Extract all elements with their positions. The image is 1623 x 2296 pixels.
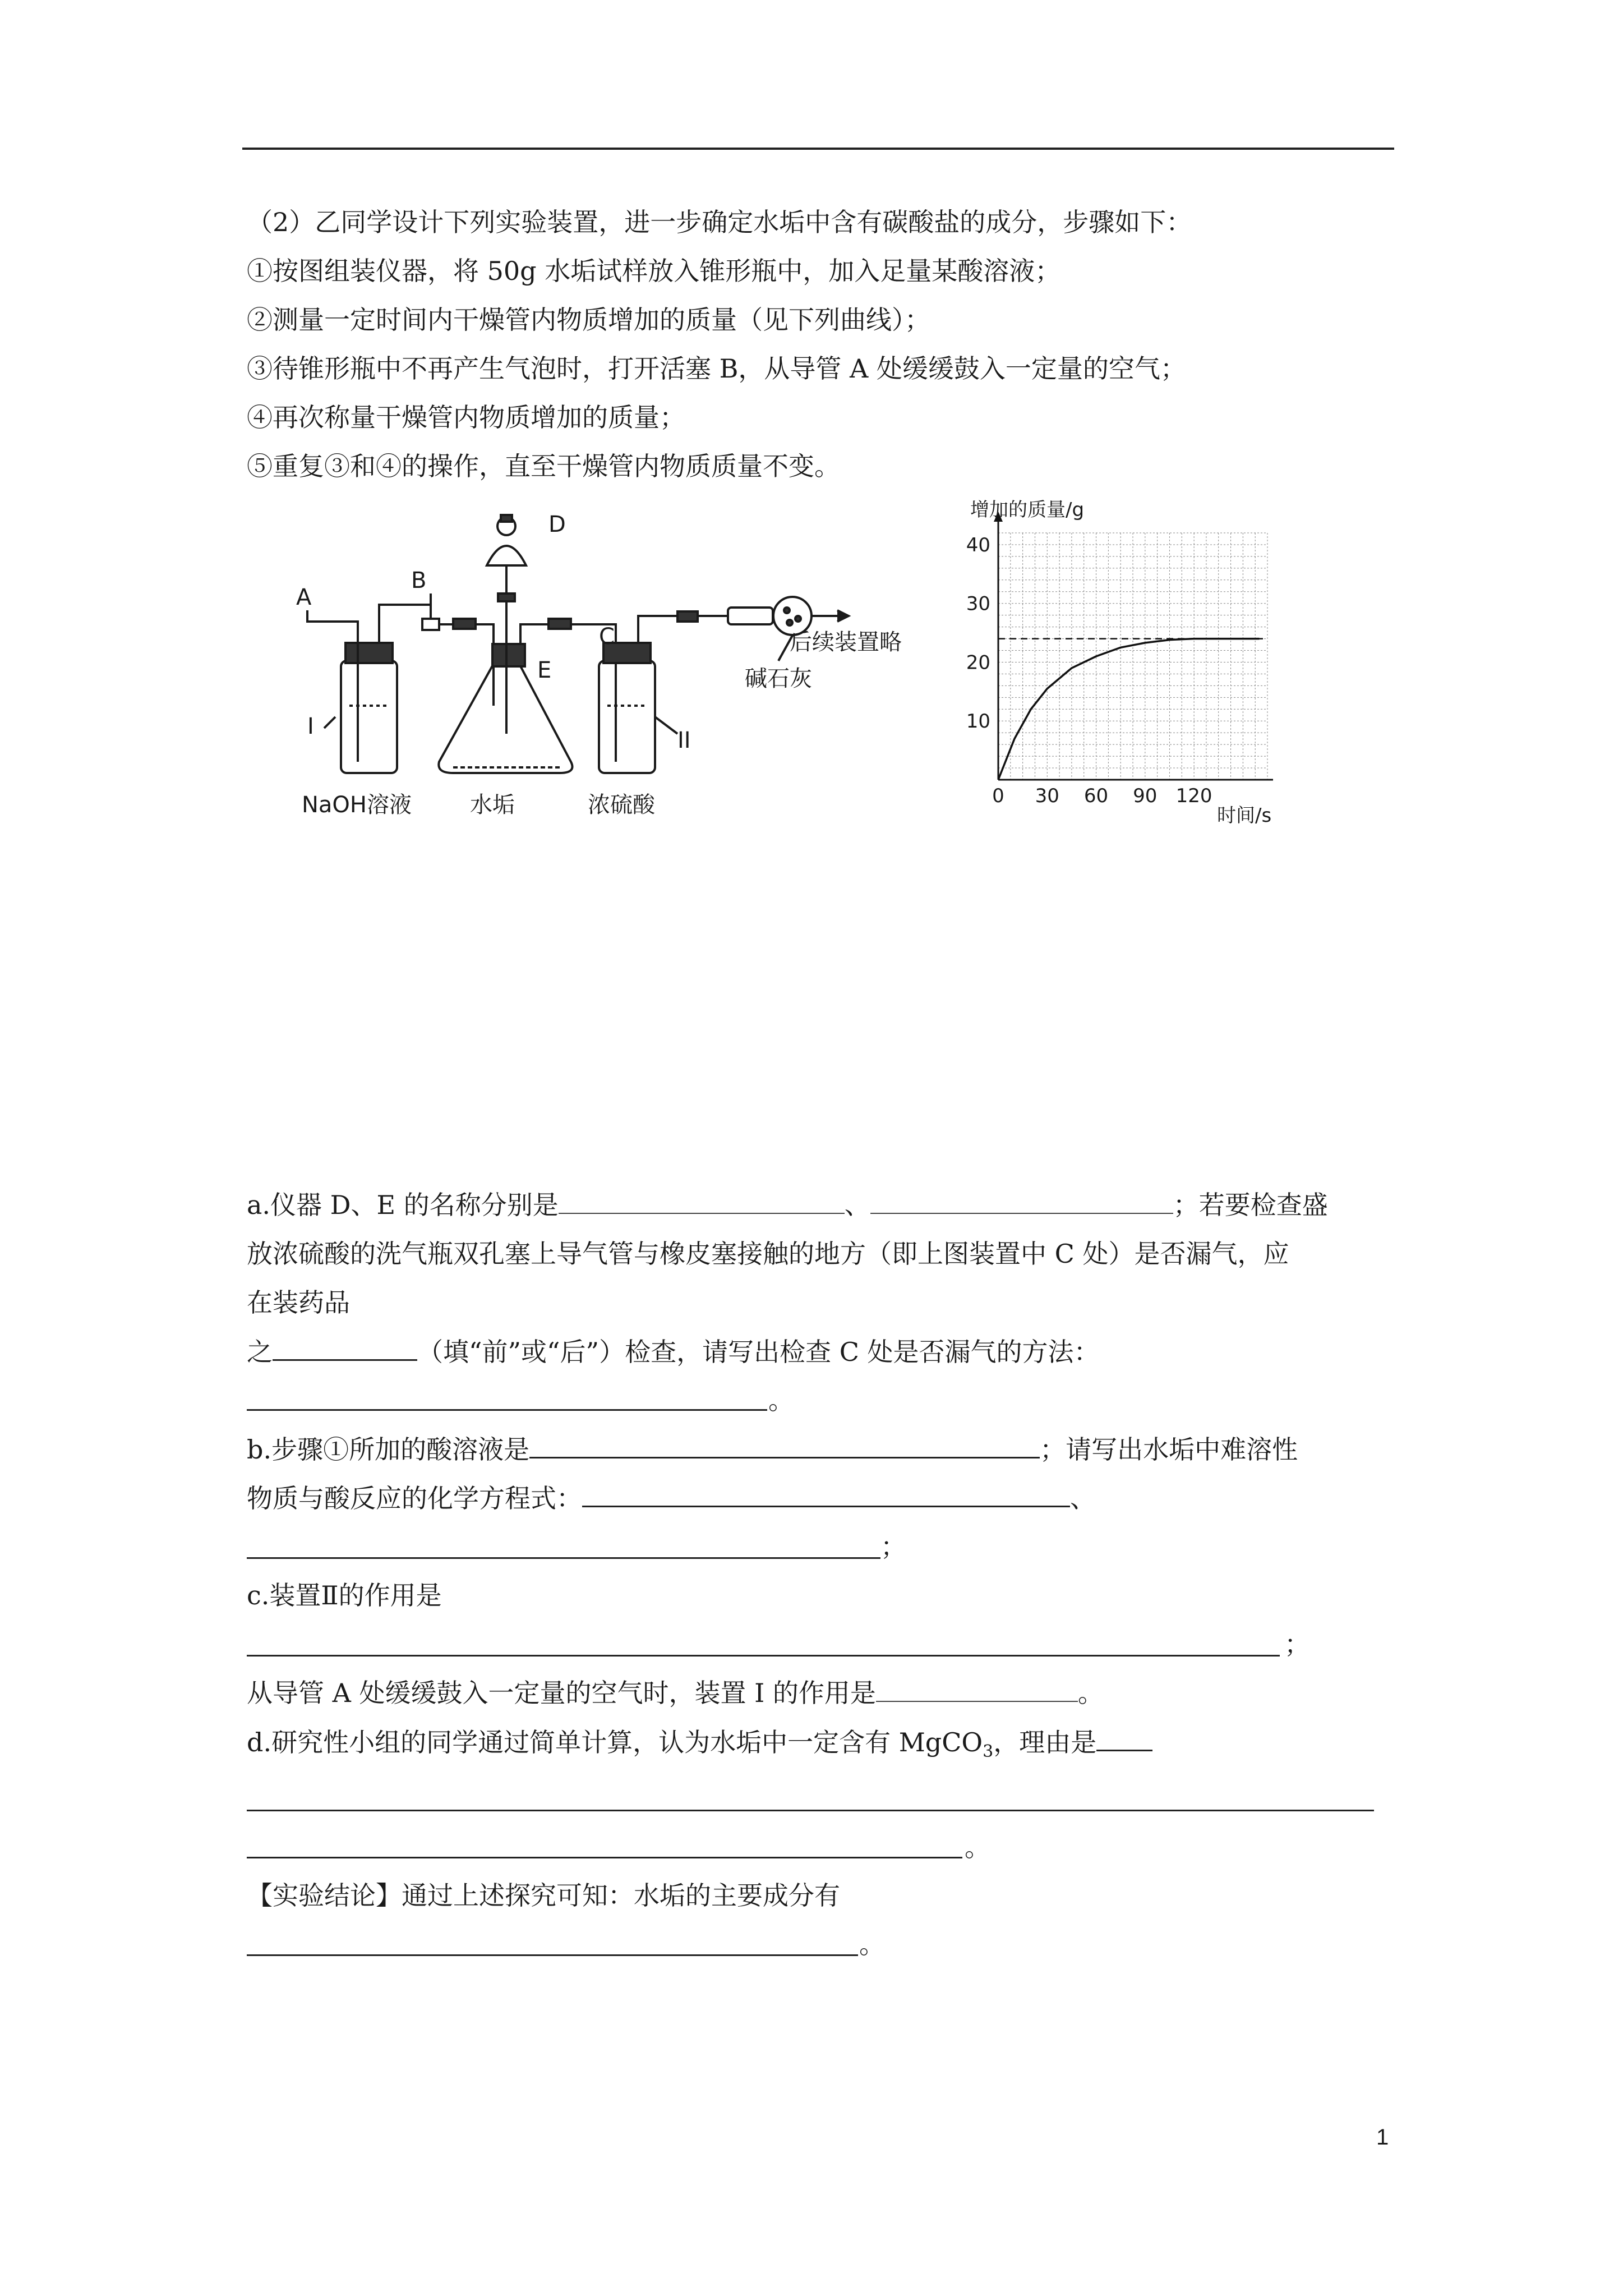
label-E: E [537,657,552,683]
apparatus-diagram [285,493,930,829]
chart-ylabel: 增加的质量/g [970,499,1085,521]
x-tick-label: 120 [1175,785,1212,807]
conclusion-end: 。 [859,1929,885,1959]
label-B: B [411,568,427,593]
label-acid: 浓硫酸 [588,792,655,818]
label-naoh: NaOH溶液 [302,792,412,818]
q-c-end: ； [1284,1629,1310,1659]
answer-line-d2[interactable] [247,1810,1374,1811]
q-c-line3: 从导管 A 处缓缓鼓入一定量的空气时，装置 I 的作用是 。 [247,1676,1104,1710]
answer-blank-b2[interactable] [582,1481,1070,1507]
q-a-line1: a.仪器 D、E 的名称分别是 、 ；若要检查盛 [247,1188,1328,1222]
intro-title: （2）乙同学设计下列实验装置，进一步确定水垢中含有碳酸盐的成分，步骤如下： [247,207,1192,237]
tube-A [307,610,358,762]
drying-tube [728,608,773,624]
funnel-D [487,546,526,565]
label-D: D [548,512,566,537]
answer-blank-d1[interactable] [1096,1725,1152,1751]
q-b-end: ； [880,1531,906,1562]
step-2: ②测量一定时间内干燥管内物质增加的质量（见下列曲线）； [247,305,930,335]
conclusion-line: 【实验结论】通过上述探究可知：水垢的主要成分有 [247,1880,840,1911]
answer-line-a4[interactable] [247,1409,767,1411]
answer-blank-a3[interactable] [273,1335,417,1361]
x-tick-label: 0 [992,785,1004,807]
mass-time-chart [953,499,1301,825]
q-c-line1: c.装置Ⅱ的作用是 [247,1580,442,1611]
series-line [998,639,1259,780]
chart-grid [998,533,1267,780]
step-5: ⑤重复③和④的操作，直至干燥管内物质质量不变。 [247,451,840,481]
valve-B [422,619,439,630]
q-a-line3: 在装药品 [247,1287,350,1318]
bottle-II [599,661,655,773]
label-II: II [677,728,691,753]
q-b-line2: 物质与酸反应的化学方程式： 、 [247,1481,1096,1515]
q-b-line1: b.步骤①所加的酸溶液是 ；请写出水垢中难溶性 [247,1432,1298,1466]
answer-line-conclusion[interactable] [247,1954,858,1956]
x-tick-label: 60 [1083,785,1109,807]
stopper-I [345,643,393,663]
y-tick-label: 10 [966,710,990,733]
label-scale: 水垢 [470,792,515,818]
step-4: ④再次称量干燥管内物质增加的质量； [247,402,685,432]
answer-line-b3[interactable] [247,1557,880,1559]
answer-blank-a2[interactable] [870,1188,1173,1214]
q-a-end: 。 [768,1385,794,1415]
q-d-line1: d.研究性小组的同学通过简单计算，认为水垢中一定含有 MgCO$_3$，理由是 [247,1725,1152,1769]
answer-blank-a1[interactable] [559,1188,845,1214]
x-tick-label: 30 [1035,785,1059,807]
x-tick-label: 90 [1133,785,1158,807]
q-a-line2: 放浓硫酸的洗气瓶双孔塞上导气管与橡皮塞接触的地方（即上图装置中 C 处）是否漏气，应 [247,1239,1289,1269]
page-number: 1 [1376,2125,1389,2150]
label-A: A [296,585,312,610]
answer-line-d3[interactable] [247,1857,962,1858]
bottle-I [341,661,397,773]
chart-xlabel: 时间/s [1217,804,1272,825]
y-tick-label: 30 [966,592,990,615]
q-d-end: 。 [965,1832,990,1862]
label-I: I [307,714,314,739]
label-C: C [599,624,615,650]
y-tick-label: 20 [966,651,990,674]
header-rule [242,148,1394,150]
label-soda-lime: 碱石灰 [745,666,812,692]
answer-line-c1[interactable] [247,1655,1280,1657]
step-3: ③待锥形瓶中不再产生气泡时，打开活塞 B，从导管 A 处缓缓鼓入一定量的空气； [247,353,1186,384]
y-tick-label: 40 [966,533,990,556]
answer-blank-c2[interactable] [876,1676,1078,1702]
step-1: ①按图组装仪器，将 50g 水垢试样放入锥形瓶中，加入足量某酸溶液； [247,256,1061,286]
q-a-line4: 之 （填“前”或“后”）检查，请写出检查 C 处是否漏气的方法： [247,1335,1100,1369]
label-followup: 后续装置略 [790,629,902,655]
answer-blank-b1[interactable] [529,1432,1040,1458]
